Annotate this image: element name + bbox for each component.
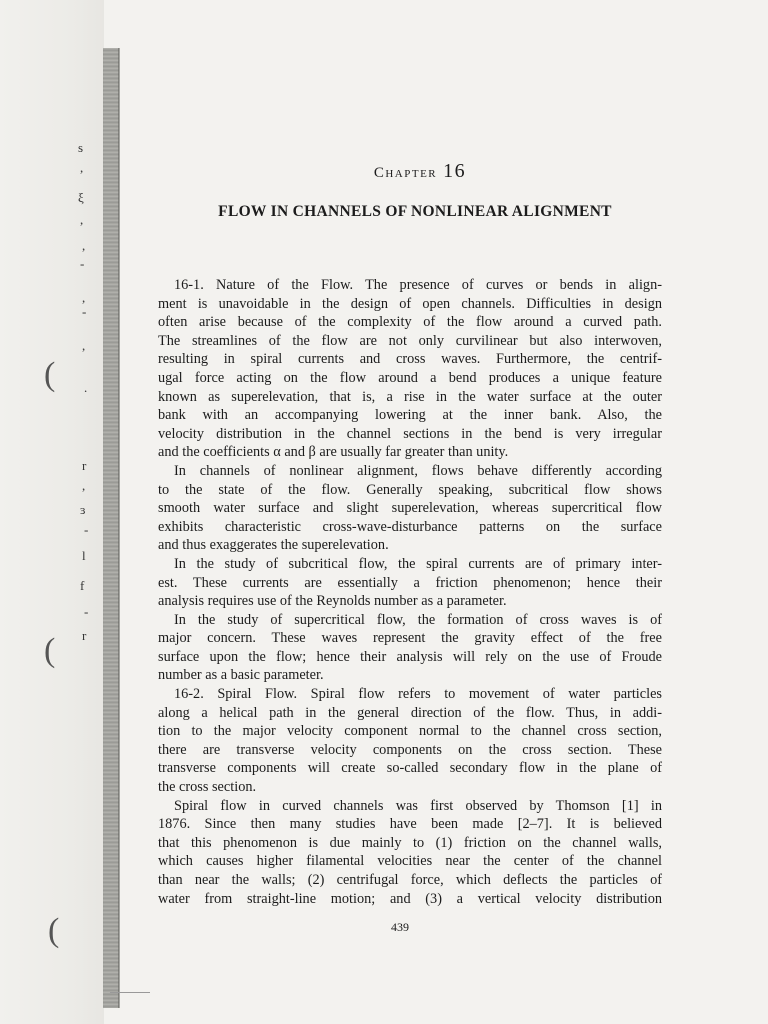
text-line: water from straight-line motion; and (3) a vertical velocity distribution <box>158 890 662 907</box>
margin-mark: , <box>80 212 84 227</box>
text-line: exhibits characteristic cross-wave-disturbance patterns on the surface <box>158 518 662 535</box>
chapter-heading <box>300 160 540 183</box>
text-line: number as a basic parameter. <box>158 667 324 684</box>
text-line: to the state of the flow. Generally speaking, subcritical flow shows <box>158 481 662 498</box>
text-line: transverse components will create so-called secondary flow in the plane of <box>158 760 662 777</box>
paragraph <box>158 462 662 555</box>
text-line: along a helical path in the general direction of the flow. Thus, in addi- <box>158 704 662 721</box>
text-line: bank with an accompanying lowering at the inner bank. Also, the <box>158 407 662 424</box>
margin-mark: ξ <box>78 190 84 205</box>
text-line: ugal force acting on the flow around a bend produces a unique feature <box>158 369 662 386</box>
text-line: In the study of subcritical flow, the spiral currents are of primary inter- <box>174 555 662 572</box>
text-line: Spiral flow in curved channels was first observed by Thomson [1] in <box>174 797 662 814</box>
margin-mark: , <box>82 478 86 493</box>
text-line: est. These currents are essentially a friction phenomenon; hence their <box>158 574 662 591</box>
margin-mark: - <box>80 256 85 271</box>
margin-mark: , <box>80 160 84 175</box>
margin-mark: - <box>84 522 89 537</box>
text-line: resulting in spiral currents and cross waves. Furthermore, the centrif- <box>158 351 662 368</box>
text-line: than near the walls; (2) centrifugal force, which deflects the particles of <box>158 872 662 888</box>
scan-artifact-line <box>110 992 150 993</box>
body-text <box>158 276 662 908</box>
margin-mark: ( <box>44 356 56 393</box>
paragraph <box>158 797 662 909</box>
margin-mark: - <box>84 604 89 619</box>
margin-mark: , <box>82 338 86 353</box>
page-gutter <box>0 0 104 1024</box>
text-line: 16-1. Nature of the Flow. The presence of curves or bends in align- <box>174 277 662 293</box>
text-line: that this phenomenon is due mainly to (1) friction on the channel walls, <box>158 834 662 851</box>
paragraph <box>158 611 662 685</box>
margin-mark: r <box>82 458 87 473</box>
text-line: surface upon the flow; hence their analysis will rely on the use of Froude <box>158 648 662 665</box>
text-line: analysis requires use of the Reynolds number as a parameter. <box>158 593 507 610</box>
margin-mark: , <box>82 238 86 253</box>
text-line: The streamlines of the flow are not only curvilinear but also interwoven, <box>158 332 662 349</box>
margin-mark: - <box>82 304 87 319</box>
margin-mark: . <box>84 380 88 395</box>
text-line: 1876. Since then many studies have been made [2–7]. It is believed <box>158 816 662 833</box>
book-spine-edge <box>118 48 120 1008</box>
paragraph <box>158 685 662 797</box>
text-line: which causes higher filamental velocities near the center of the channel <box>158 853 662 870</box>
book-spine-shadow <box>103 48 119 1008</box>
chapter-label: Chapter <box>373 165 438 181</box>
text-line: velocity distribution in the channel sections in the bend is very irregular <box>158 425 662 442</box>
margin-mark: s <box>78 140 84 155</box>
text-line: known as superelevation, that is, a rise in the water surface at the outer <box>158 388 662 405</box>
text-line: smooth water surface and slight superelevation, whereas supercritical flow <box>158 500 662 517</box>
text-line: major concern. These waves represent the gravity effect of the free <box>158 630 662 647</box>
text-line: In channels of nonlinear alignment, flows behave differently according <box>174 462 662 479</box>
margin-mark: ( <box>48 912 60 949</box>
text-line: there are transverse velocity components on the cross section. These <box>158 741 662 758</box>
text-line: and the coefficients α and β are usually far greater than unity. <box>158 444 509 461</box>
text-line: and thus exaggerates the superelevation. <box>158 537 389 554</box>
text-line: tion to the major velocity component normal to the channel cross section, <box>158 723 662 740</box>
margin-mark: f <box>80 578 85 593</box>
text-line: In the study of supercritical flow, the formation of cross waves is of <box>174 611 662 628</box>
text-line: often arise because of the complexity of the flow around a curved path. <box>158 314 662 331</box>
text-line: ment is unavoidable in the design of open channels. Difficulties in design <box>158 295 662 312</box>
margin-mark: ɜ <box>80 502 86 517</box>
paragraph <box>158 276 662 462</box>
chapter-number: 16 <box>443 160 467 182</box>
margin-mark: , <box>82 290 86 305</box>
paragraph <box>158 555 662 611</box>
chapter-title: FLOW IN CHANNELS OF NONLINEAR ALIGNMENT <box>218 203 612 220</box>
page-number: 439 <box>391 920 409 934</box>
margin-mark: l <box>82 548 86 563</box>
text-line: the cross section. <box>158 779 257 796</box>
text-line: 16-2. Spiral Flow. Spiral flow refers to movement of water particles <box>174 686 662 703</box>
margin-mark: r <box>82 628 87 643</box>
margin-mark: ( <box>44 632 56 669</box>
